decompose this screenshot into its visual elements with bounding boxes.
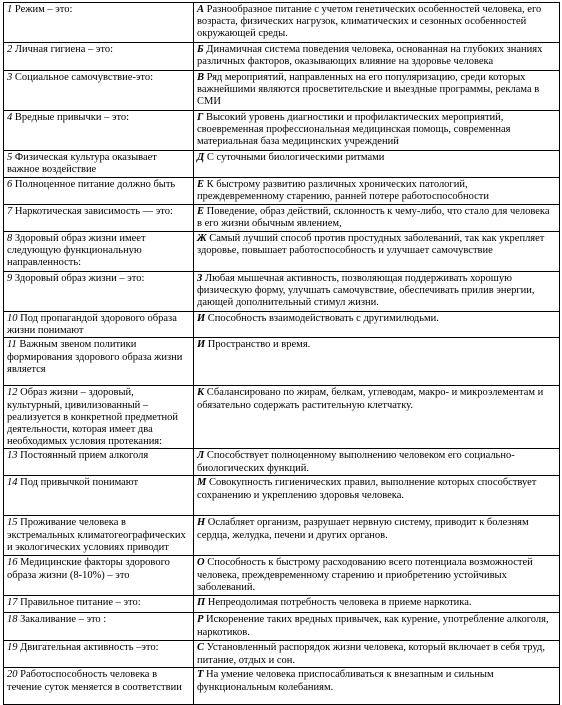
question-text: Здоровый образ жизни – это: [12,273,145,284]
table-row [4,205,560,232]
question-cell [4,71,194,111]
answer-cell [194,449,560,476]
question-number: 20 [7,669,18,681]
question-cell [4,596,194,613]
question-text: Наркотическая зависимость — это: [12,206,173,217]
question-cell [4,386,194,449]
answer-letter: Е [197,179,205,190]
question-number: 6 [7,179,13,190]
question-text: Социальное самочувствие-это: [12,72,154,83]
answer-text: Разнообразное питание с учетом генетических особенностей человека, его возраста, физических нагрузок, климатических и сезонных особенностей окружающей среды. [197,4,542,40]
table-row [4,613,560,641]
question-cell [4,151,194,178]
question-cell [4,476,194,516]
question-text: Здоровый образ жизни имеет следующую функциональную направленность: [7,233,146,269]
answer-cell [194,232,560,272]
question-text: Медицинские факторы здорового образа жизни (8-10%) – это [7,557,170,581]
answer-letter: О [197,557,205,569]
table-row [4,596,560,613]
question-number: 9 [7,273,13,284]
question-number: 15 [7,517,18,529]
question-number: 11 [7,339,17,351]
answer-text: Искоренение таких вредных привычек, как курение, употребление алкоголя, наркотиков. [197,614,549,638]
question-cell [4,668,194,705]
answer-cell [194,111,560,151]
table-row [4,556,560,596]
answer-cell [194,178,560,205]
question-number: 13 [7,450,18,462]
answer-letter: А [197,4,205,15]
matching-table [3,2,560,705]
table-row [4,312,560,338]
table-row [4,111,560,151]
question-number: 17 [7,597,18,609]
answer-letter: М [197,477,207,489]
question-number: 10 [7,313,18,324]
question-text: Режим – это: [12,4,73,15]
answer-letter: Б [197,44,204,55]
question-cell [4,205,194,232]
question-cell [4,613,194,641]
question-number: 12 [7,387,18,399]
question-text: Под пропагандой здорового образа жизни понимают [7,313,177,337]
table-row [4,668,560,705]
answer-text: Динамичная система поведения человека, основанная на глубоких знаниях различных факторов, оказывающих влияние на здоровье человека [197,44,543,68]
question-cell [4,516,194,556]
answer-cell [194,205,560,232]
answer-text: Высокий уровень диагностики и профилактических мероприятий, своевременная профессиональная медицинская помощь, современная материальная база медицинских учреждений [197,112,511,148]
table-row [4,232,560,272]
question-number: 5 [7,152,13,163]
answer-letter: Р [197,614,204,626]
question-text: Образ жизни – здоровый, культурный, цивилизованный – реализуется в конкретной предметной деятельности, которая имеет два необходимых условия протекания: [7,387,179,448]
answer-letter: И [197,313,206,324]
question-number: 2 [7,44,13,55]
question-text: Правильное питание – это: [17,597,141,609]
question-text: Постоянный прием алкоголя [17,450,149,462]
table-row [4,338,560,386]
question-number: 14 [7,477,18,489]
question-text: Полноценное питание должно быть [12,179,176,190]
answer-text: К быстрому развитию различных хронических патологий, преждевременному старению, ранней потере работоспособности [197,179,489,203]
answer-cell [194,516,560,556]
question-number: 8 [7,233,13,244]
table-row [4,449,560,476]
answer-cell [194,596,560,613]
table-row [4,641,560,668]
question-number: 7 [7,206,13,217]
question-text: Личная гигиена – это: [12,44,114,55]
answer-cell [194,151,560,178]
answer-text: Способность взаимодействовать с другимилюдьми. [205,313,439,324]
answer-text: На умение человека приспосабливаться к внезапным и сильным функциональным колебаниям. [197,669,494,693]
answer-text: С суточными биологическими ритмами [204,152,385,163]
question-cell [4,272,194,312]
question-cell [4,312,194,338]
table-row [4,151,560,178]
answer-cell [194,386,560,449]
question-cell [4,556,194,596]
answer-letter: П [197,597,206,609]
question-text: Важным звеном политики формирования здорового образа жизни является [7,339,183,375]
answer-letter: Г [197,112,204,123]
answer-cell [194,476,560,516]
answer-letter: З [197,273,203,284]
table-row [4,43,560,71]
answer-cell [194,312,560,338]
question-number: 19 [7,642,18,654]
answer-cell [194,272,560,312]
answer-text: Любая мышечная активность, позволяющая поддерживать хорошую физическую форму, улучшать самочувствие, обеспечивать прилив энергии, дающей дополнительный стимул жизни. [197,273,535,309]
answer-text: Установленный распорядок жизни человека, который включает в себя труд, питание, отдых и сон. [197,642,545,666]
answer-letter: Н [197,517,206,529]
question-cell [4,43,194,71]
question-text: Под привычкой понимают [17,477,139,489]
table-row [4,386,560,449]
question-cell [4,338,194,386]
question-text: Физическая культура оказывает важное воздействие [7,152,157,176]
question-text: Работоспособность человека в течение суток меняется в соответствии [7,669,182,693]
answer-letter: Т [197,669,204,681]
answer-cell [194,556,560,596]
question-text: Вредные привычки – это: [12,112,130,123]
answer-letter: Д [197,152,205,163]
question-cell [4,178,194,205]
answer-text: Способность к быстрому расходованию всего потенциала возможностей человека, преждевременному старению и приобретению устойчивых заболеваний. [197,557,533,593]
answer-letter: В [197,72,205,83]
answer-text: Непреодолимая потребность человека в приеме наркотика. [205,597,472,609]
table-row [4,476,560,516]
answer-cell [194,613,560,641]
question-number: 16 [7,557,18,569]
question-text: Двигательная активность –это: [17,642,159,654]
answer-text: Поведение, образ действий, склонность к чему-либо, что стало для человека в его жизни обычным явлением, [197,206,550,230]
question-text: Проживание человека в экстремальных климатогеографических и экологических условиях приводит [7,517,186,553]
question-cell [4,449,194,476]
answer-letter: С [197,642,205,654]
question-cell [4,641,194,668]
table-row [4,516,560,556]
question-cell [4,111,194,151]
answer-letter: Е [197,206,205,217]
answer-cell [194,43,560,71]
question-number: 18 [7,614,18,626]
answer-text: Способствует полноценному выполнению человеком его социально-биологических функций. [197,450,515,474]
answer-text: Сбалансировано по жирам, белкам, углеводам, макро- и микроэлементам и обязательно содержать растительную клетчатку. [197,387,544,411]
answer-letter: Ж [197,233,207,244]
answer-letter: Л [197,450,205,462]
table-row [4,272,560,312]
matching-table-body [4,3,560,705]
answer-cell [194,668,560,705]
answer-cell [194,338,560,386]
question-text: Закаливание – это : [17,614,107,626]
answer-text: Совокупность гигиенических правил, выполнение которых способствует сохранению и укреплению здоровья человека. [197,477,537,501]
table-row [4,178,560,205]
question-cell [4,3,194,43]
answer-letter: И [197,339,206,351]
answer-cell [194,641,560,668]
answer-letter: К [197,387,205,399]
answer-text: Пространство и время. [205,339,311,351]
table-row [4,3,560,43]
question-cell [4,232,194,272]
answer-text: Ослабляет организм, разрушает нервную систему, приводит к болезням сердца, желудка, печени и других органов. [197,517,529,541]
question-number: 3 [7,72,13,83]
answer-cell [194,3,560,43]
question-number: 1 [7,4,13,15]
table-row [4,71,560,111]
question-number: 4 [7,112,13,123]
answer-text: Самый лучший способ против простудных заболеваний, так как укрепляет здоровье, повышает работоспособность и улучшает самочувствие [197,233,545,257]
answer-text: Ряд мероприятий, направленных на его популяризацию, среди которых важнейшими являются просветительские и выездные программы, реклама в СМИ [197,72,540,108]
answer-cell [194,71,560,111]
